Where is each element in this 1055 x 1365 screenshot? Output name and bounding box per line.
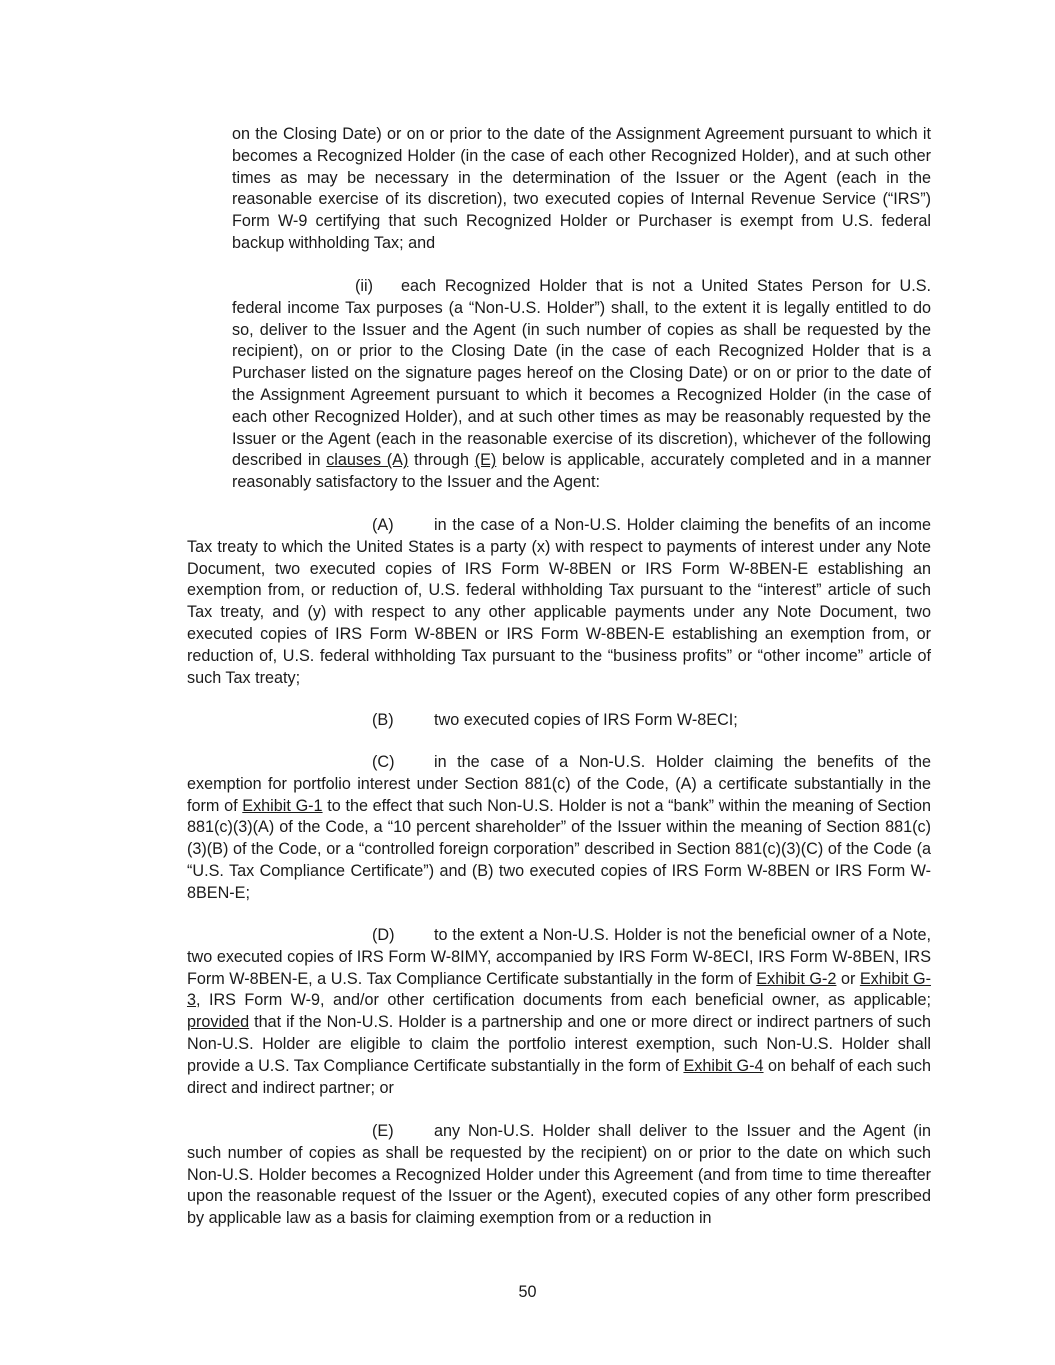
paragraph-e-text: any Non-U.S. Holder shall deliver to the Issuer and the Agent (in such number of copies as shall be requested by the recipient) on or prior to the date on which such Non-U.S. Holder becomes a Recognized Holder under this Agreement (and from time to time thereafter upon the reasonable request of the Issuer or the Agent), executed copies of any other form prescribed by applicable law as a basis for claiming exemption from or a reduction in [187,1122,931,1228]
paragraph-ii-text-before: each Recognized Holder that is not a United States Person for U.S. federal income Tax purposes (a “Non-U.S. Holder”) shall, to the extent it is legally entitled to do so, deliver to the Issuer and the Agent (in such number of copies as shall be requested by the recipient), on or prior to the Closing Date (in the case of each Recognized Holder that is a Purchaser listed on the signature pages hereof on the Closing Date) or on or prior to the date of the Assignment Agreement pursuant to which it becomes a Recognized Holder (in the case of each other Recognized Holder), and at such other times as may be reasonably requested by the Issuer or the Agent (each in the reasonable exercise of its discretion), whichever of the following described in [232,277,931,470]
exhibit-g4-link[interactable]: Exhibit G-4 [683,1056,764,1075]
paragraph-intro-text: on the Closing Date) or on or prior to the date of the Assignment Agreement pursuant to which it becomes a Recognized Holder (in the case of each other Recognized Holder), and at such other times as may be necessary in the determination of the Issuer or the Agent (each in the reasonable exercise of its discretion), two executed copies of Internal Revenue Service (“IRS”) Form W-9 certifying that such Recognized Holder or Purchaser is exempt from U.S. federal backup withholding Tax; and [232,125,931,252]
exhibit-g3-link[interactable]: Exhibit G-3 [187,969,931,1010]
paragraph-d-text-4: that if the Non-U.S. Holder is a partnership and one or more direct or indirect partners of such Non-U.S. Holder are eligible to claim the portfolio interest exemption, such Non-U.S. Holder shall provide a U.S. Tax Compliance Certificate substantially in the form of [187,1013,931,1075]
paragraph-b-text: two executed copies of IRS Form W-8ECI; [434,711,738,729]
clauses-a-reference-link[interactable]: clauses (A) [326,451,409,470]
paragraph-ii [232,276,931,494]
paragraph-d [187,925,931,1099]
paragraph-a [187,515,931,689]
page-number: 50 [518,1283,537,1301]
paragraph-d-text-5: on behalf of each such direct and indirect partner; or [187,1056,931,1097]
paragraph-ii-text-mid: through [408,451,475,470]
paragraph-c-text-before: in the case of a Non-U.S. Holder claiming the benefits of the exemption for portfolio interest under Section 881(c) of the Code, (A) a certificate substantially in the form of [187,753,931,815]
paragraph-d-text-3: , IRS Form W-9, and/or other certification documents from each beneficial owner, as applicable; [196,991,931,1010]
paragraph-b [187,710,931,732]
paragraph-c [187,752,931,905]
clause-number-e: (E) [372,1122,394,1140]
provided-term: provided [187,1013,250,1032]
paragraph-d-text-1: to the extent a Non-U.S. Holder is not the beneficial owner of a Note, two executed copies of IRS Form W-8IMY, accompanied by IRS Form W-8ECI, IRS Form W-8BEN, IRS Form W-8BEN-E, a U.S. Tax Compliance Certificate substantially in the form of [187,926,931,988]
exhibit-g2-link[interactable]: Exhibit G-2 [756,969,837,988]
clause-number-d: (D) [372,926,395,944]
paragraph-e [187,1121,931,1230]
paragraph-a-text: in the case of a Non-U.S. Holder claiming the benefits of an income Tax treaty to which the United States is a party (x) with respect to payments of interest under any Note Document, two executed copies of IRS Form W-8BEN or IRS Form W-8BEN-E establishing an exemption from, or reduction of, U.S. federal withholding Tax pursuant to the “interest” article of such Tax treaty, and (y) with respect to any other applicable payments under any Note Document, two executed copies of IRS Form W-8BEN or IRS Form W-8BEN-E establishing an exemption from, or reduction of, U.S. federal withholding Tax pursuant to the “business profits” or “other income” article of such Tax treaty; [187,516,931,687]
paragraph-ii-text-after: below is applicable, accurately completed and in a manner reasonably satisfactory to the Issuer and the Agent: [232,451,931,492]
clause-number-b: (B) [372,711,394,729]
clause-e-reference-link[interactable]: (E) [474,451,497,470]
clause-number-ii: (ii) [355,277,373,295]
clause-number-c: (C) [372,753,395,771]
paragraph-c-text-after: to the effect that such Non-U.S. Holder is not a “bank” within the meaning of Section 881(c)(3)(A) of the Code, a “10 percent shareholder” of the Issuer within the meaning of Section 881(c)(3)(B) of the Code, or a “controlled foreign corporation” described in Section 881(c)(3)(C) of the Code (a “U.S. Tax Compliance Certificate”) and (B) two executed copies of IRS Form W-8BEN or IRS Form W-8BEN-E; [187,796,932,902]
exhibit-g1-link[interactable]: Exhibit G-1 [242,796,323,815]
paragraph-d-text-2: or [836,969,860,988]
clause-number-a: (A) [372,516,394,534]
paragraph-intro [232,124,931,255]
